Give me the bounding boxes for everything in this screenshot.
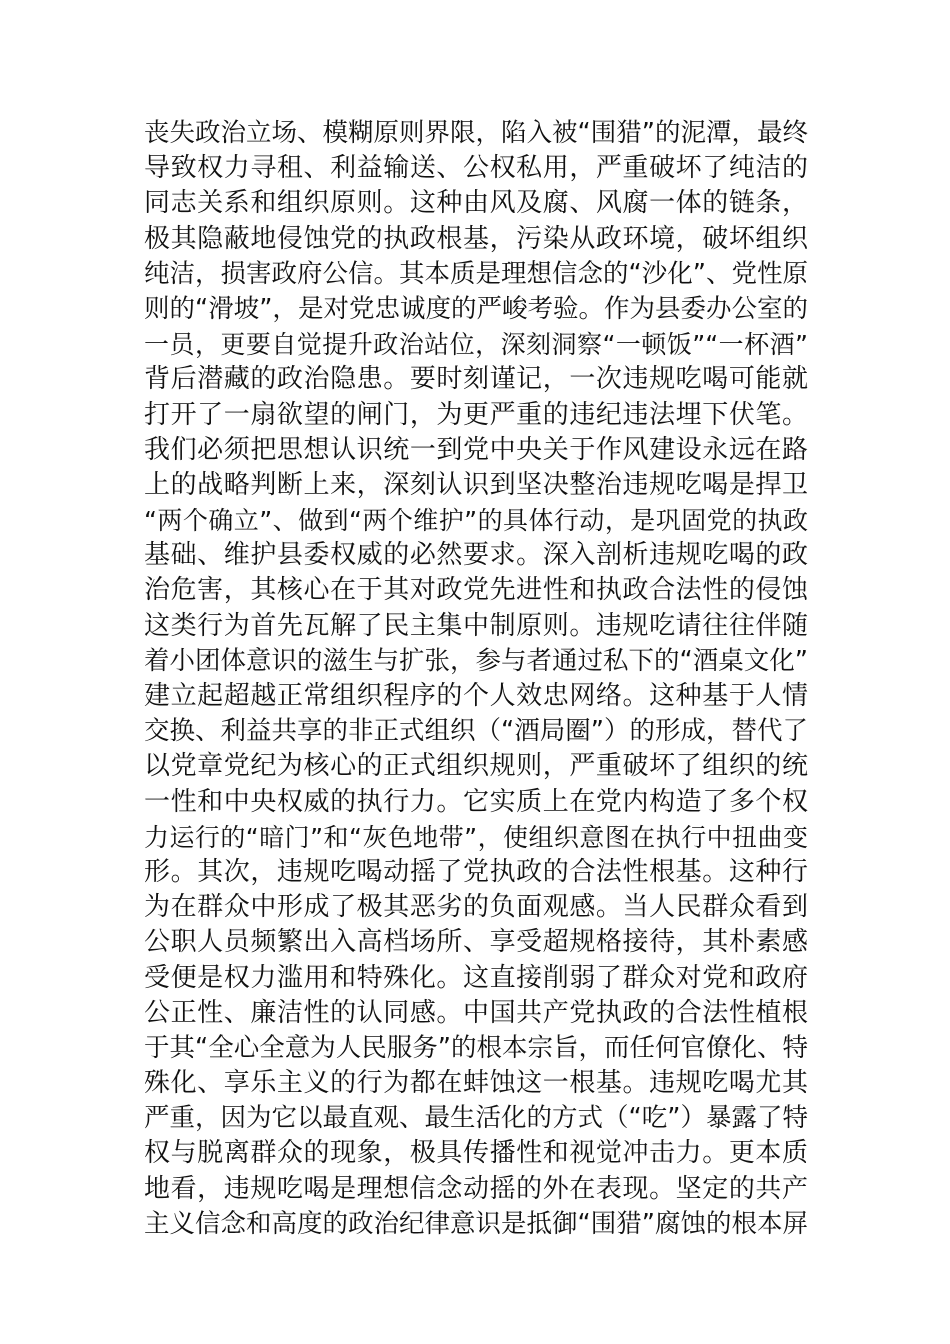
text-line: 地看，违规吃喝是理想信念动摇的外在表现。坚定的共产 — [144, 1173, 808, 1204]
text-line: 一员，更要自觉提升政治站位，深刻洞察“一顿饭”“一杯酒” — [144, 330, 808, 360]
text-line: 这类行为首先瓦解了民主集中制原则。违规吃请往往伴随 — [144, 610, 808, 641]
text-line: 公职人员频繁出入高档场所、享受超规格接待，其朴素感 — [144, 927, 808, 958]
text-line: 主义信念和高度的政治纪律意识是抵御“围猎”腐蚀的根本屏 — [144, 1208, 808, 1239]
text-line: 打开了一扇欲望的闸门，为更严重的违纪违法埋下伏笔。 — [144, 399, 808, 430]
text-line: 一性和中央权威的执行力。它实质上在党内构造了多个权 — [144, 786, 808, 817]
text-line: 为在群众中形成了极其恶劣的负面观感。当人民群众看到 — [144, 892, 808, 923]
text-line: 导致权力寻租、利益输送、公权私用，严重破坏了纯洁的 — [144, 153, 808, 184]
text-line: 纯洁，损害政府公信。其本质是理想信念的“沙化”、党性原 — [144, 258, 808, 289]
text-line: 于其“全心全意为人民服务”的根本宗旨，而任何官僚化、特 — [144, 1032, 808, 1063]
body-text — [144, 116, 808, 1242]
text-line: 治危害，其核心在于其对政党先进性和执政合法性的侵蚀 — [144, 575, 808, 606]
text-line: 受便是权力滥用和特殊化。这直接削弱了群众对党和政府 — [144, 962, 808, 993]
text-line: 力运行的“暗门”和“灰色地带”，使组织意图在执行中扭曲变 — [144, 822, 808, 852]
text-line: 着小团体意识的滋生与扩张，参与者通过私下的“酒桌文化” — [144, 645, 808, 676]
text-line: 交换、利益共享的非正式组织（“酒局圈”）的形成，替代了 — [144, 716, 808, 747]
text-line: 背后潜藏的政治隐患。要时刻谨记，一次违规吃喝可能就 — [144, 364, 808, 395]
text-line: 建立起超越正常组织程序的个人效忠网络。这种基于人情 — [144, 681, 808, 711]
text-line: 极其隐蔽地侵蚀党的执政根基，污染从政环境，破坏组织 — [144, 223, 808, 254]
text-line: 则的“滑坡”，是对党忠诚度的严峻考验。作为县委办公室的 — [144, 293, 808, 324]
text-line: 基础、维护县委权威的必然要求。深入剖析违规吃喝的政 — [144, 540, 808, 571]
text-line: 以党章党纪为核心的正式组织规则，严重破坏了组织的统 — [144, 751, 808, 782]
text-line: 同志关系和组织原则。这种由风及腐、风腐一体的链条， — [144, 188, 808, 219]
text-line: 形。其次，违规吃喝动摇了党执政的合法性根基。这种行 — [144, 856, 808, 887]
text-line: 丧失政治立场、模糊原则界限，陷入被“围猎”的泥潭，最终 — [144, 118, 808, 148]
text-line: 殊化、享乐主义的行为都在蚌蚀这一根基。违规吃喝尤其 — [144, 1068, 808, 1099]
text-line: 公正性、廉洁性的认同感。中国共产党执政的合法性植根 — [144, 997, 808, 1028]
text-line: 权与脱离群众的现象，极具传播性和视觉冲击力。更本质 — [144, 1138, 808, 1169]
text-line: 我们必须把思想认识统一到党中央关于作风建设永远在路 — [144, 434, 808, 465]
text-line: 严重，因为它以最直观、最生活化的方式（“吃”）暴露了特 — [144, 1103, 808, 1134]
text-line: 上的战略判断上来，深刻认识到坚决整治违规吃喝是捍卫 — [144, 469, 808, 500]
text-line: “两个确立”、做到“两个维护”的具体行动，是巩固党的执政 — [144, 506, 808, 536]
